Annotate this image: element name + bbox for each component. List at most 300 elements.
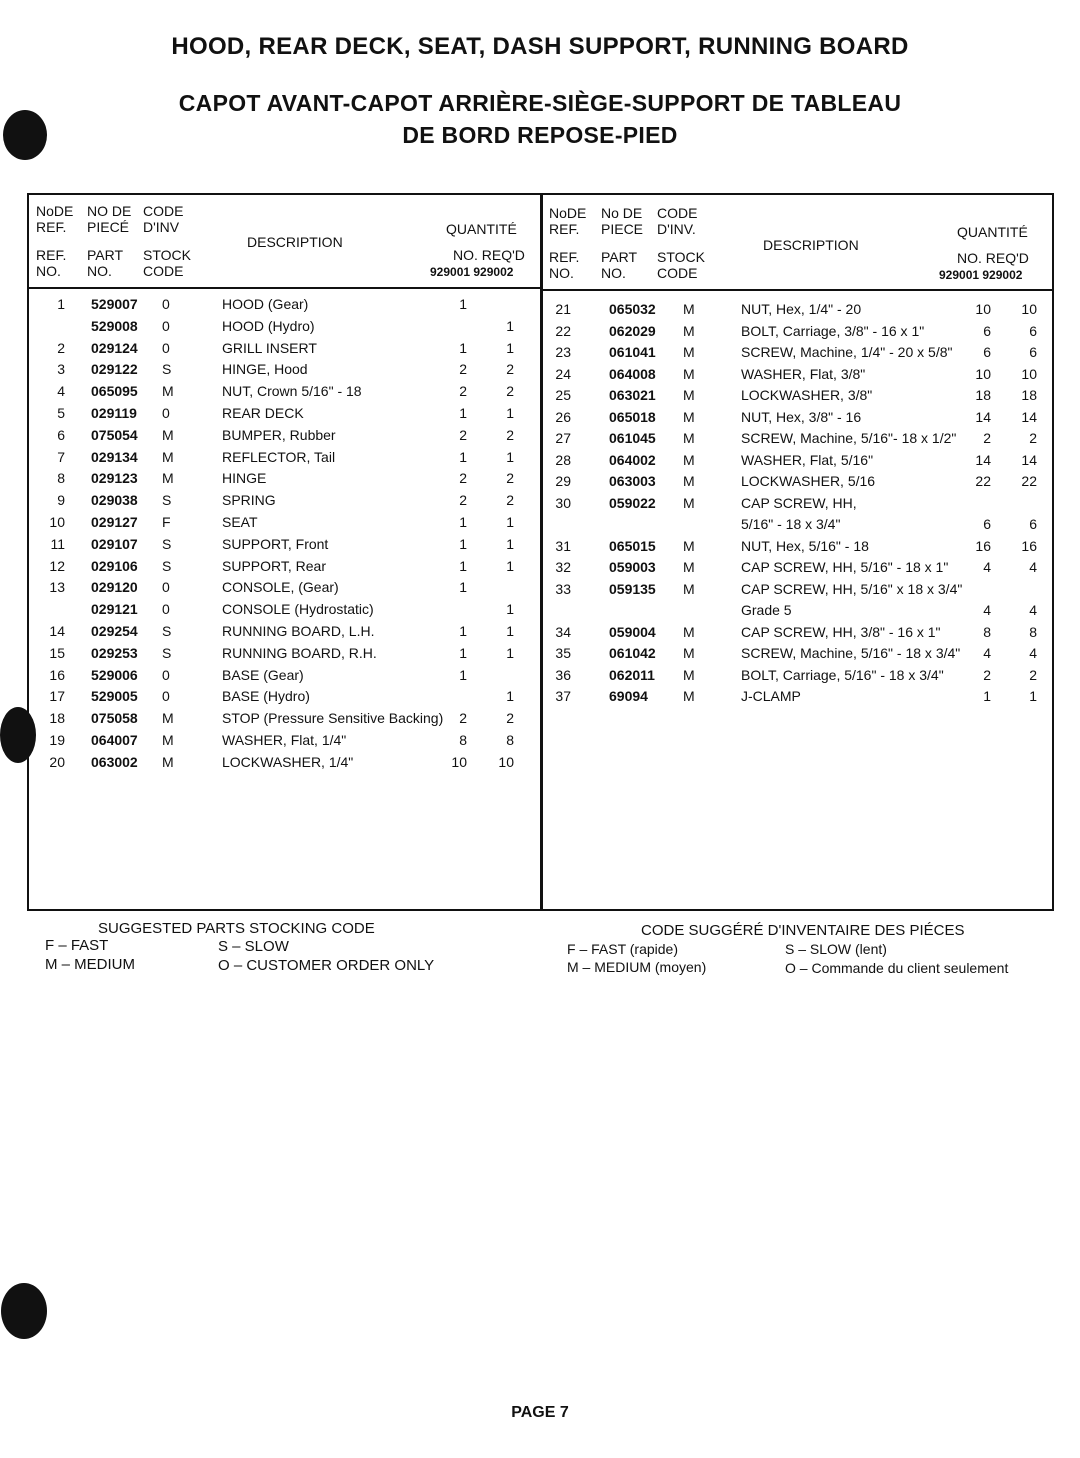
part-number: 065032 (609, 301, 656, 317)
ref-number: 3 (57, 361, 65, 378)
qty-929002: 1 (506, 535, 514, 552)
header-part-en2: NO. (601, 265, 626, 281)
qty-929001: 4 (983, 602, 991, 618)
qty-929001: 2 (983, 666, 991, 683)
part-number: 064007 (91, 732, 138, 748)
part-number: 064008 (609, 365, 656, 382)
header-ref-en2: NO. (36, 263, 61, 279)
ref-number: 11 (50, 535, 65, 552)
qty-929002: 2 (1029, 666, 1037, 683)
part-description: WASHER, Flat, 3/8" (741, 365, 866, 382)
header-code-en: STOCK (657, 249, 705, 265)
part-description: SPRING (222, 492, 276, 509)
part-description: WASHER, Flat, 1/4" (222, 732, 347, 748)
right-header-rule (543, 289, 1054, 291)
qty-929002: 1 (506, 339, 514, 356)
ref-number: 36 (555, 666, 571, 683)
header-code-fr2: D'INV (143, 219, 180, 235)
stock-code: M (683, 537, 695, 554)
qty-929001: 1 (459, 557, 467, 574)
stock-code: M (683, 344, 695, 360)
qty-929001: 4 (983, 645, 991, 661)
ref-number: 10 (49, 514, 65, 530)
table-row (29, 427, 534, 449)
stock-code: S (162, 557, 172, 574)
table-row (543, 452, 1048, 474)
ref-number: 23 (555, 344, 571, 360)
qty-929002: 6 (1029, 322, 1037, 339)
legend-fr-title: CODE SUGGÉRÉ D'INVENTAIRE DES PIÉCES (641, 922, 965, 939)
part-description: J-CLAMP (741, 688, 801, 704)
ref-number: 18 (49, 710, 65, 727)
part-number: 69094 (609, 688, 648, 704)
part-description: RUNNING BOARD, L.H. (222, 623, 375, 639)
stock-code: M (683, 301, 695, 317)
stock-code: F (162, 514, 171, 530)
table-row (29, 405, 534, 427)
stock-code: S (162, 535, 172, 552)
qty-929002: 4 (1029, 559, 1037, 575)
ref-number: 4 (57, 383, 65, 400)
table-row (543, 602, 1048, 624)
stock-code: M (683, 559, 695, 575)
stock-code: 0 (162, 666, 170, 683)
table-row (543, 430, 1048, 452)
table-row (29, 579, 534, 601)
part-number: 029123 (91, 470, 138, 487)
qty-929001: 2 (459, 492, 467, 509)
qty-929001: 10 (975, 301, 991, 317)
header-part-fr2: PIECE (601, 221, 644, 237)
part-number: 029106 (91, 557, 138, 574)
qty-929002: 10 (498, 753, 514, 770)
qty-929002: 1 (506, 514, 514, 530)
part-number: 029120 (91, 579, 138, 596)
header-ref-en: REF. (549, 249, 580, 265)
qty-929001: 1 (459, 339, 467, 356)
stock-code: 0 (162, 296, 170, 312)
punch-hole-bottom (1, 1283, 47, 1339)
legend-fr-fast: F – FAST (rapide) (567, 941, 679, 957)
qty-929001: 1 (459, 448, 467, 465)
table-row (543, 366, 1048, 388)
part-number: 065018 (609, 408, 656, 425)
stock-code: M (162, 426, 174, 443)
qty-929001: 8 (983, 623, 991, 640)
table-row (29, 383, 534, 405)
ref-number: 21 (555, 301, 571, 317)
part-description: STOP (Pressure Sensitive Backing) (222, 710, 444, 727)
stock-code: M (683, 623, 695, 640)
qty-929001: 6 (983, 344, 991, 360)
ref-number: 25 (555, 387, 571, 403)
part-description: LOCKWASHER, 1/4" (222, 753, 354, 770)
stock-code: M (683, 451, 695, 468)
table-row (543, 538, 1048, 560)
table-row (29, 318, 534, 340)
part-description: HOOD (Hydro) (222, 317, 315, 334)
ref-number: 6 (57, 426, 65, 443)
part-description: BOLT, Carriage, 3/8" - 16 x 1" (741, 322, 925, 339)
ref-number: 29 (555, 473, 571, 489)
part-description: BUMPER, Rubber (222, 426, 336, 443)
qty-929001: 1 (459, 296, 467, 312)
qty-929001: 1 (459, 644, 467, 661)
qty-929002: 2 (506, 383, 514, 400)
part-description: CONSOLE, (Gear) (222, 579, 339, 596)
stock-code: 0 (162, 579, 170, 596)
ref-number: 30 (555, 494, 571, 511)
stock-code: M (683, 580, 695, 597)
qty-929002: 10 (1021, 301, 1037, 317)
qty-929002: 2 (506, 361, 514, 378)
stock-code: 0 (162, 405, 170, 421)
ref-number: 33 (555, 580, 571, 597)
part-number: 029254 (91, 623, 138, 639)
table-row (29, 492, 534, 514)
stock-code: S (162, 644, 172, 661)
qty-929001: 6 (983, 322, 991, 339)
stock-code: M (162, 470, 174, 487)
qty-929001: 2 (983, 430, 991, 446)
table-row (29, 536, 534, 558)
page-title-en: HOOD, REAR DECK, SEAT, DASH SUPPORT, RUNNING BOARD (171, 33, 909, 60)
qty-929002: 1 (506, 448, 514, 465)
ref-number: 37 (555, 688, 571, 704)
qty-929002: 1 (506, 601, 514, 618)
part-number: 059003 (609, 559, 656, 575)
table-row (29, 667, 534, 689)
qty-929001: 6 (983, 516, 991, 532)
qty-929002: 1 (506, 688, 514, 705)
part-number: 075054 (91, 426, 138, 443)
qty-929001: 2 (459, 470, 467, 487)
qty-929002: 8 (1029, 623, 1037, 640)
part-description: RUNNING BOARD, R.H. (222, 644, 377, 661)
table-row (543, 473, 1048, 495)
qty-929002: 6 (1029, 516, 1037, 532)
part-description: BASE (Gear) (222, 666, 304, 683)
part-description: BOLT, Carriage, 5/16" - 18 x 3/4" (741, 666, 944, 683)
table-row (29, 449, 534, 471)
table-row (29, 514, 534, 536)
header-ref-en: REF. (36, 247, 67, 263)
stock-code: 0 (162, 339, 170, 356)
qty-929002: 22 (1021, 473, 1037, 489)
stock-code: M (683, 688, 695, 704)
header-code-en: STOCK (143, 247, 191, 263)
header-models: 929001 929002 (430, 265, 514, 279)
part-number: 059135 (609, 580, 656, 597)
header-part-fr: No DE (601, 205, 643, 221)
header-code-en2: CODE (657, 265, 698, 281)
header-code-fr: CODE (143, 203, 184, 219)
header-ref-fr2: REF. (36, 219, 67, 235)
table-row (543, 344, 1048, 366)
part-description: CAP SCREW, HH, (741, 494, 857, 511)
part-number: 029121 (91, 601, 138, 618)
header-part-en: PART (601, 249, 638, 265)
part-description: GRILL INSERT (222, 339, 317, 356)
stock-code: 0 (162, 317, 170, 334)
qty-929001: 1 (983, 688, 991, 704)
ref-number: 8 (57, 470, 65, 487)
ref-number: 15 (49, 644, 65, 661)
legend-fr-slow: S – SLOW (lent) (785, 941, 887, 957)
legend-en-slow: S – SLOW (218, 938, 289, 955)
header-models: 929001 929002 (939, 268, 1023, 282)
stock-code: M (162, 710, 174, 727)
qty-929001: 2 (459, 383, 467, 400)
table-row (29, 732, 534, 754)
part-description: NUT, Hex, 1/4" - 20 (741, 301, 862, 317)
table-row (543, 516, 1048, 538)
part-description: 5/16" - 18 x 3/4" (741, 516, 841, 532)
part-description: NUT, Crown 5/16" - 18 (222, 383, 362, 400)
part-description: HINGE, Hood (222, 361, 308, 378)
part-description: NUT, Hex, 3/8" - 16 (741, 408, 862, 425)
header-qty-en: NO. REQ'D (453, 247, 525, 263)
page-title-fr-line2: DE BORD REPOSE-PIED (402, 122, 678, 148)
part-number: 064002 (609, 451, 656, 468)
header-description: DESCRIPTION (763, 237, 859, 253)
stock-code: M (683, 645, 695, 661)
part-number: 529006 (91, 666, 138, 683)
part-description: SCREW, Machine, 1/4" - 20 x 5/8" (741, 344, 953, 360)
stock-code: M (683, 387, 695, 403)
qty-929001: 1 (459, 514, 467, 530)
page-title-fr-line1: CAPOT AVANT-CAPOT ARRIÈRE-SIÈGE-SUPPORT DE TABLEAU (178, 90, 902, 116)
part-number: 029253 (91, 644, 138, 661)
header-ref-fr2: REF. (549, 221, 580, 237)
part-number: 029134 (91, 448, 138, 465)
table-row (29, 754, 534, 776)
qty-929002: 1 (506, 644, 514, 661)
qty-929001: 4 (983, 559, 991, 575)
stock-code: S (162, 361, 172, 378)
qty-929002: 18 (1021, 387, 1037, 403)
parts-table (27, 193, 1054, 911)
part-description: SUPPORT, Front (222, 535, 329, 552)
stock-code: M (683, 365, 695, 382)
qty-929002: 8 (506, 732, 514, 748)
part-number: 063021 (609, 387, 656, 403)
qty-929001: 16 (975, 537, 991, 554)
ref-number: 27 (555, 430, 571, 446)
table-row (543, 301, 1048, 323)
table-row (29, 601, 534, 623)
qty-929001: 10 (975, 365, 991, 382)
ref-number: 5 (57, 405, 65, 421)
qty-929001: 14 (975, 451, 991, 468)
part-number: 029038 (91, 492, 138, 509)
stock-code: M (683, 408, 695, 425)
qty-929001: 8 (459, 732, 467, 748)
qty-929002: 16 (1021, 537, 1037, 554)
table-row (543, 409, 1048, 431)
table-row (543, 688, 1048, 710)
part-number: 529007 (91, 296, 138, 312)
qty-929001: 1 (459, 579, 467, 596)
ref-number: 35 (555, 645, 571, 661)
table-row (29, 710, 534, 732)
part-number: 062011 (609, 666, 655, 683)
ref-number: 32 (555, 559, 571, 575)
ref-number: 28 (555, 451, 571, 468)
part-description: SUPPORT, Rear (222, 557, 326, 574)
table-row (543, 323, 1048, 345)
part-description: SCREW, Machine, 5/16"- 18 x 1/2" (741, 430, 957, 446)
part-number: 059004 (609, 623, 656, 640)
part-description: CONSOLE (Hydrostatic) (222, 601, 374, 618)
ref-number: 26 (555, 408, 571, 425)
ref-number: 20 (49, 753, 65, 770)
part-description: CAP SCREW, HH, 5/16" - 18 x 1" (741, 559, 949, 575)
table-row (543, 624, 1048, 646)
part-description: HOOD (Gear) (222, 296, 309, 312)
header-ref-en2: NO. (549, 265, 574, 281)
part-number: 029122 (91, 361, 138, 378)
stock-code: 0 (162, 688, 170, 705)
qty-929002: 2 (506, 470, 514, 487)
qty-929002: 10 (1021, 365, 1037, 382)
part-number: 065015 (609, 537, 656, 554)
stock-code: M (683, 322, 695, 339)
left-table-header (29, 195, 540, 287)
qty-929002: 6 (1029, 344, 1037, 360)
qty-929001: 2 (459, 426, 467, 443)
qty-929002: 4 (1029, 602, 1037, 618)
qty-929001: 10 (451, 753, 467, 770)
table-row (29, 340, 534, 362)
ref-number: 19 (49, 732, 65, 748)
ref-number: 34 (555, 623, 571, 640)
part-number: 061045 (609, 430, 656, 446)
ref-number: 2 (57, 339, 65, 356)
part-description: NUT, Hex, 5/16" - 18 (741, 537, 869, 554)
part-number: 059022 (609, 494, 656, 511)
stock-code: M (683, 473, 695, 489)
header-qty-fr: QUANTITÉ (957, 224, 1028, 240)
table-row (29, 623, 534, 645)
part-description: BASE (Hydro) (222, 688, 310, 705)
legend-en-order: O – CUSTOMER ORDER ONLY (218, 957, 435, 974)
part-description: Grade 5 (741, 602, 792, 618)
ref-number: 14 (49, 623, 65, 639)
header-ref-fr: NoDE (36, 203, 74, 219)
stock-code: M (162, 383, 174, 400)
header-ref-fr: NoDE (549, 205, 587, 221)
table-row (543, 581, 1048, 603)
qty-929001: 1 (459, 666, 467, 683)
qty-929002: 1 (506, 623, 514, 639)
table-row (29, 296, 534, 318)
table-row (29, 470, 534, 492)
qty-929001: 18 (975, 387, 991, 403)
table-row (543, 495, 1048, 517)
qty-929002: 2 (506, 426, 514, 443)
qty-929002: 2 (506, 710, 514, 727)
qty-929001: 22 (975, 473, 991, 489)
legend-fr-order: O – Commande du client seulement (785, 960, 1009, 976)
qty-929002: 1 (506, 557, 514, 574)
part-description: REFLECTOR, Tail (222, 448, 336, 465)
legend-en-medium: M – MEDIUM (45, 956, 135, 973)
part-number: 063002 (91, 753, 138, 770)
qty-929002: 1 (506, 405, 514, 421)
ref-number: 13 (49, 579, 65, 596)
part-description: CAP SCREW, HH, 5/16" x 18 x 3/4" (741, 580, 963, 597)
stock-code: M (683, 666, 695, 683)
ref-number: 7 (57, 448, 65, 465)
table-row (29, 645, 534, 667)
part-number: 075058 (91, 710, 138, 727)
part-number: 063003 (609, 473, 656, 489)
qty-929002: 4 (1029, 645, 1037, 661)
part-number: 029124 (91, 339, 138, 356)
part-number: 061042 (609, 645, 656, 661)
left-header-rule (29, 287, 540, 289)
ref-number: 17 (49, 688, 65, 705)
part-description: SCREW, Machine, 5/16" - 18 x 3/4" (741, 645, 961, 661)
header-qty-en: NO. REQ'D (957, 250, 1029, 266)
header-part-fr2: PIECÉ (87, 219, 130, 235)
qty-929001: 2 (459, 361, 467, 378)
stock-code: M (683, 430, 695, 446)
part-description: REAR DECK (222, 405, 304, 421)
header-code-fr2: D'INV. (657, 221, 696, 237)
right-table-header (543, 195, 1054, 289)
part-number: 529005 (91, 688, 138, 705)
ref-number: 9 (57, 492, 65, 509)
part-number: 029119 (91, 405, 137, 421)
part-description: SEAT (222, 514, 258, 530)
part-description: CAP SCREW, HH, 3/8" - 16 x 1" (741, 623, 941, 640)
part-description: LOCKWASHER, 3/8" (741, 387, 873, 403)
ref-number: 16 (49, 666, 65, 683)
stock-code: S (162, 623, 172, 639)
ref-number: 12 (49, 557, 65, 574)
part-number: 065095 (91, 383, 138, 400)
part-number: 029107 (91, 535, 138, 552)
ref-number: 24 (555, 365, 571, 382)
stock-code: M (683, 494, 695, 511)
stock-code: M (162, 753, 174, 770)
part-number: 029127 (91, 514, 138, 530)
qty-929001: 1 (459, 405, 467, 421)
qty-929002: 2 (506, 492, 514, 509)
header-part-en: PART (87, 247, 124, 263)
stock-code: M (162, 732, 174, 748)
part-number: 529008 (91, 317, 138, 334)
legend-fr-medium: M – MEDIUM (moyen) (567, 959, 707, 975)
ref-number: 22 (555, 322, 571, 339)
ref-number: 1 (57, 296, 65, 312)
table-row (29, 361, 534, 383)
header-code-fr: CODE (657, 205, 698, 221)
ref-number: 31 (555, 537, 571, 554)
qty-929002: 14 (1021, 408, 1037, 425)
table-row (543, 559, 1048, 581)
qty-929001: 14 (975, 408, 991, 425)
page-number: PAGE 7 (511, 1404, 569, 1421)
qty-929002: 1 (1029, 688, 1037, 704)
header-qty-fr: QUANTITÉ (446, 221, 517, 237)
table-row (543, 387, 1048, 409)
part-number: 061041 (609, 344, 656, 360)
qty-929001: 1 (459, 535, 467, 552)
table-row (543, 645, 1048, 667)
